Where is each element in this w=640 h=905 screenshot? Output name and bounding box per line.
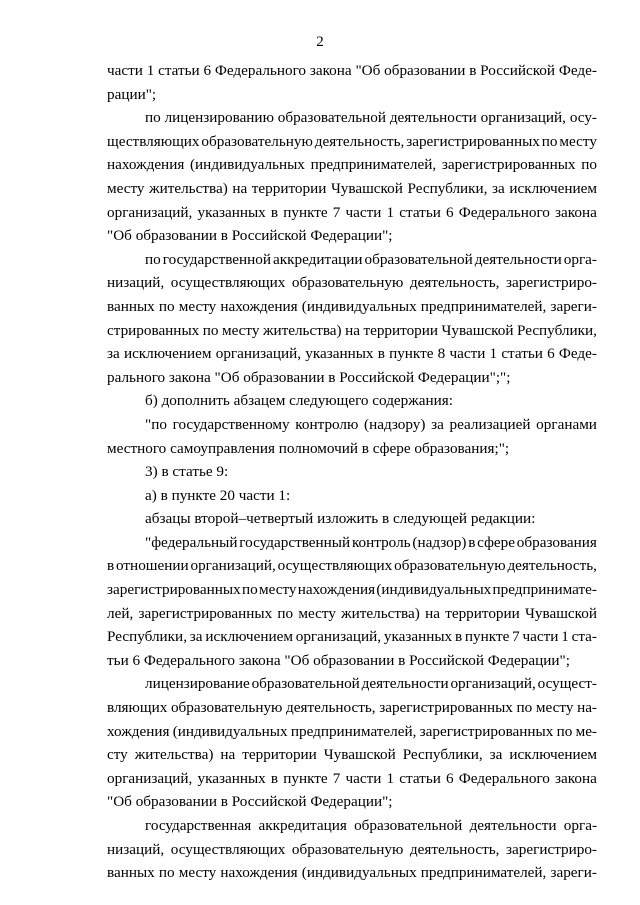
word: (индивидуальных bbox=[376, 581, 492, 599]
word: Российской bbox=[480, 62, 556, 79]
word: месту bbox=[298, 604, 336, 622]
word: Чувашской bbox=[441, 321, 514, 339]
word: образовательную bbox=[170, 699, 283, 717]
word: жительства) bbox=[134, 746, 214, 764]
word: предпринимателей, bbox=[290, 722, 417, 740]
word: зарегистрированных bbox=[107, 581, 241, 599]
word: статьи bbox=[501, 345, 543, 363]
word: (индивидуальных bbox=[172, 722, 288, 740]
word: ванных bbox=[107, 297, 155, 315]
page-number: 2 bbox=[316, 34, 324, 50]
word: осуществляющих bbox=[170, 274, 286, 292]
word: исключением bbox=[509, 179, 597, 197]
text-line bbox=[107, 271, 597, 295]
text-line: а) в пункте 20 части 1: bbox=[145, 486, 291, 504]
word: месту bbox=[535, 699, 574, 717]
word: (индивидуальных bbox=[301, 864, 417, 882]
text-line: тьи 6 Федерального закона "Об образовании в Российской Федерации"; bbox=[107, 651, 570, 669]
word: Республики, bbox=[107, 628, 187, 646]
word: органами bbox=[536, 415, 597, 433]
word: части bbox=[107, 62, 143, 79]
text-line bbox=[107, 130, 597, 154]
text-line bbox=[107, 554, 597, 578]
word: в bbox=[377, 345, 385, 363]
word: Федерального bbox=[458, 769, 550, 787]
word: аккредитация bbox=[258, 817, 347, 834]
word: нахождения bbox=[107, 156, 185, 174]
word: месту bbox=[178, 864, 217, 882]
word: лицензированию bbox=[164, 109, 274, 127]
word: территории bbox=[445, 604, 520, 622]
word: образовательную bbox=[394, 557, 506, 575]
word: указанных bbox=[305, 345, 374, 363]
word: деятельности bbox=[469, 817, 557, 834]
text-line: рации"; bbox=[107, 85, 157, 103]
word: нахождения bbox=[220, 864, 298, 882]
word: в bbox=[270, 203, 279, 221]
word: образовательной bbox=[251, 675, 360, 693]
word: на- bbox=[577, 699, 597, 717]
text-line bbox=[107, 295, 597, 319]
word: 6 bbox=[446, 769, 454, 787]
word: образования bbox=[516, 533, 597, 551]
word: образовательной bbox=[354, 817, 463, 834]
document-body bbox=[107, 59, 597, 885]
word: деятельность, bbox=[507, 557, 597, 575]
text-line bbox=[107, 248, 597, 272]
word: исключением bbox=[205, 628, 293, 646]
word: деятельность, bbox=[286, 699, 376, 717]
word: деятельности bbox=[361, 675, 449, 693]
word: образовательной bbox=[364, 250, 473, 268]
word: на bbox=[220, 746, 236, 764]
word: организаций, bbox=[450, 675, 536, 693]
word: орга- bbox=[563, 817, 597, 834]
word: Республики, bbox=[516, 321, 597, 339]
word: месту bbox=[221, 321, 260, 339]
word: организаций, bbox=[107, 203, 193, 221]
word: по bbox=[516, 699, 533, 717]
word: 7 bbox=[332, 203, 341, 221]
text-line bbox=[107, 201, 597, 225]
word: закона bbox=[555, 769, 597, 787]
word: организаций, bbox=[107, 769, 193, 787]
word: организаций, bbox=[215, 345, 302, 363]
word: сту bbox=[107, 746, 128, 764]
word: образовательную bbox=[291, 840, 404, 858]
word: за bbox=[431, 415, 444, 433]
word: 6 bbox=[446, 203, 454, 221]
word: части bbox=[522, 628, 559, 646]
word: 1 bbox=[386, 769, 395, 787]
word: деятельности bbox=[474, 250, 562, 268]
word: контроль bbox=[351, 533, 411, 551]
word: 7 bbox=[512, 628, 520, 646]
word: зарегистрированных bbox=[138, 604, 273, 622]
word: за bbox=[492, 179, 505, 197]
word: организаций, bbox=[190, 557, 276, 575]
word: организаций, bbox=[295, 628, 382, 646]
word: Федерального bbox=[458, 203, 550, 221]
word: государственная bbox=[145, 817, 252, 834]
text-line bbox=[107, 861, 597, 885]
word: статьи bbox=[158, 62, 200, 79]
word: государственному bbox=[172, 415, 290, 433]
text-line bbox=[107, 319, 597, 343]
word: ществляющих bbox=[107, 132, 200, 150]
word: деятельность, bbox=[314, 132, 405, 150]
word: пункте bbox=[283, 203, 328, 221]
word: пункте bbox=[283, 769, 328, 787]
text-line: рального закона "Об образовании в Российской Федерации";"; bbox=[107, 368, 511, 386]
word: 8 bbox=[437, 345, 446, 363]
word: за bbox=[107, 345, 120, 363]
word: территории bbox=[251, 179, 327, 197]
word: месту bbox=[258, 581, 297, 599]
word: статьи bbox=[399, 203, 441, 221]
word: нахождения bbox=[297, 581, 376, 599]
word: указанных bbox=[197, 203, 266, 221]
word: жительства) bbox=[262, 321, 342, 339]
word: зарегистриро- bbox=[506, 840, 597, 858]
word: Чувашской bbox=[323, 746, 396, 764]
word: части bbox=[345, 769, 382, 787]
text-line bbox=[107, 672, 597, 696]
word: (индивидуальных bbox=[190, 156, 305, 174]
word: зарегистрированных bbox=[406, 132, 540, 150]
word: государственный bbox=[239, 533, 351, 551]
word: части bbox=[449, 345, 486, 363]
word: организаций, bbox=[480, 109, 566, 127]
word: по bbox=[556, 722, 573, 740]
word: по bbox=[202, 321, 219, 339]
word: в bbox=[107, 557, 115, 575]
word: ванных bbox=[107, 864, 155, 882]
word: 1 bbox=[146, 62, 155, 79]
word: образовательную bbox=[201, 132, 313, 150]
word: предпринимателей, bbox=[420, 297, 547, 315]
word: зарегистрированных bbox=[441, 156, 576, 174]
word: на bbox=[425, 604, 440, 622]
word: Чувашской bbox=[330, 179, 403, 197]
word: по bbox=[581, 156, 597, 174]
word: на bbox=[232, 179, 248, 197]
word: Чувашской bbox=[525, 604, 597, 622]
word: низаций, bbox=[107, 274, 165, 292]
word: пункте bbox=[464, 628, 510, 646]
word: осу- bbox=[569, 109, 597, 127]
text-line bbox=[107, 578, 597, 602]
word: по bbox=[158, 297, 175, 315]
text-line: 3) в статье 9: bbox=[145, 463, 229, 481]
word: пункте bbox=[389, 345, 434, 363]
word: (надзору) bbox=[364, 415, 426, 433]
word: предпринимателей, bbox=[310, 156, 437, 174]
word: ме- bbox=[575, 722, 597, 740]
text-line bbox=[107, 720, 597, 744]
word: части bbox=[345, 203, 382, 221]
word: государственной bbox=[162, 250, 272, 268]
word: образовательной bbox=[277, 109, 386, 127]
text-line: местного самоуправления полномочий в сфере образования;"; bbox=[107, 439, 510, 457]
word: в bbox=[270, 769, 279, 787]
word: закона bbox=[555, 203, 597, 221]
word: деятельности bbox=[389, 109, 477, 127]
word: указанных bbox=[383, 628, 453, 646]
word: месту bbox=[559, 132, 597, 150]
word: аккредитации bbox=[273, 250, 363, 268]
word: зарегистрированных bbox=[419, 722, 554, 740]
word: за bbox=[189, 628, 203, 646]
text-line bbox=[107, 696, 597, 720]
word: территории bbox=[363, 321, 439, 339]
word: территории bbox=[242, 746, 317, 764]
word: вляющих bbox=[107, 699, 168, 717]
word: в bbox=[454, 628, 463, 646]
word: по bbox=[145, 250, 161, 268]
text-line: абзацы второй–четвертый изложить в следующей редакции: bbox=[145, 510, 536, 528]
word: 7 bbox=[332, 769, 341, 787]
word: указанных bbox=[197, 769, 266, 787]
word: исключением bbox=[123, 345, 212, 363]
word: лицензирование bbox=[145, 675, 250, 693]
word: на bbox=[345, 321, 360, 339]
word: Феде- bbox=[558, 62, 597, 79]
word: стрированных bbox=[107, 321, 200, 339]
word: за bbox=[489, 746, 503, 764]
text-line bbox=[107, 743, 597, 767]
word: по bbox=[541, 132, 558, 150]
word: Феде- bbox=[558, 345, 597, 363]
word: "по bbox=[145, 415, 167, 433]
word: 1 bbox=[561, 628, 569, 646]
word: исключением bbox=[509, 746, 597, 764]
word: по bbox=[145, 109, 161, 127]
word: образовании bbox=[384, 62, 466, 79]
word: контролю bbox=[295, 415, 359, 433]
text-line bbox=[107, 106, 597, 130]
text-line bbox=[107, 342, 597, 366]
word: Республики, bbox=[407, 179, 488, 197]
text-line bbox=[107, 838, 597, 862]
text-line bbox=[107, 153, 597, 177]
word: "Об bbox=[355, 62, 381, 79]
word: Федерального bbox=[214, 62, 307, 79]
word: "федеральный bbox=[145, 533, 238, 551]
word: предпринимате- bbox=[492, 581, 597, 599]
word: реализацией bbox=[449, 415, 531, 433]
word: месту bbox=[178, 297, 217, 315]
word: зарегистриро- bbox=[506, 274, 597, 292]
text-line bbox=[107, 602, 597, 626]
word: Республики, bbox=[402, 746, 483, 764]
word: зарегистрированных bbox=[379, 699, 513, 717]
word: в bbox=[468, 533, 476, 551]
word: 6 bbox=[203, 62, 212, 79]
text-line bbox=[107, 767, 597, 791]
word: жительства) bbox=[149, 179, 228, 197]
word: 1 bbox=[489, 345, 498, 363]
word: сфере bbox=[477, 533, 515, 551]
word: отношении bbox=[116, 557, 189, 575]
text-line bbox=[107, 531, 597, 555]
word: нахождения bbox=[220, 297, 298, 315]
text-line: "Об образовании в Российской Федерации"; bbox=[107, 793, 393, 811]
word: зареги- bbox=[550, 864, 597, 882]
text-line bbox=[107, 814, 597, 838]
word: по bbox=[241, 581, 258, 599]
word: 6 bbox=[547, 345, 555, 363]
word: низаций, bbox=[107, 840, 165, 858]
word: месту bbox=[107, 179, 145, 197]
word: хождения bbox=[107, 722, 170, 740]
word: деятельность, bbox=[409, 840, 500, 858]
word: (надзор) bbox=[412, 533, 467, 551]
text-line bbox=[107, 177, 597, 201]
word: зареги- bbox=[550, 297, 597, 315]
word: лей, bbox=[107, 604, 134, 622]
word: 1 bbox=[386, 203, 395, 221]
word: образовательную bbox=[291, 274, 404, 292]
word: по bbox=[277, 604, 294, 622]
word: осущест- bbox=[537, 675, 597, 693]
text-line bbox=[107, 413, 597, 437]
word: жительства) bbox=[341, 604, 420, 622]
text-line bbox=[107, 59, 597, 83]
text-line bbox=[107, 625, 597, 649]
word: в bbox=[469, 62, 477, 79]
word: закона bbox=[309, 62, 352, 79]
text-line: б) дополнить абзацем следующего содержания: bbox=[145, 392, 453, 410]
word: осуществляющих bbox=[277, 557, 393, 575]
word: статьи bbox=[399, 769, 441, 787]
word: по bbox=[158, 864, 175, 882]
word: (индивидуальных bbox=[301, 297, 417, 315]
word: орга- bbox=[563, 250, 597, 268]
word: деятельность, bbox=[409, 274, 500, 292]
word: предпринимателей, bbox=[420, 864, 547, 882]
word: ста- bbox=[571, 628, 597, 646]
text-line: "Об образовании в Российской Федерации"; bbox=[107, 227, 393, 245]
word: осуществляющих bbox=[170, 840, 286, 858]
